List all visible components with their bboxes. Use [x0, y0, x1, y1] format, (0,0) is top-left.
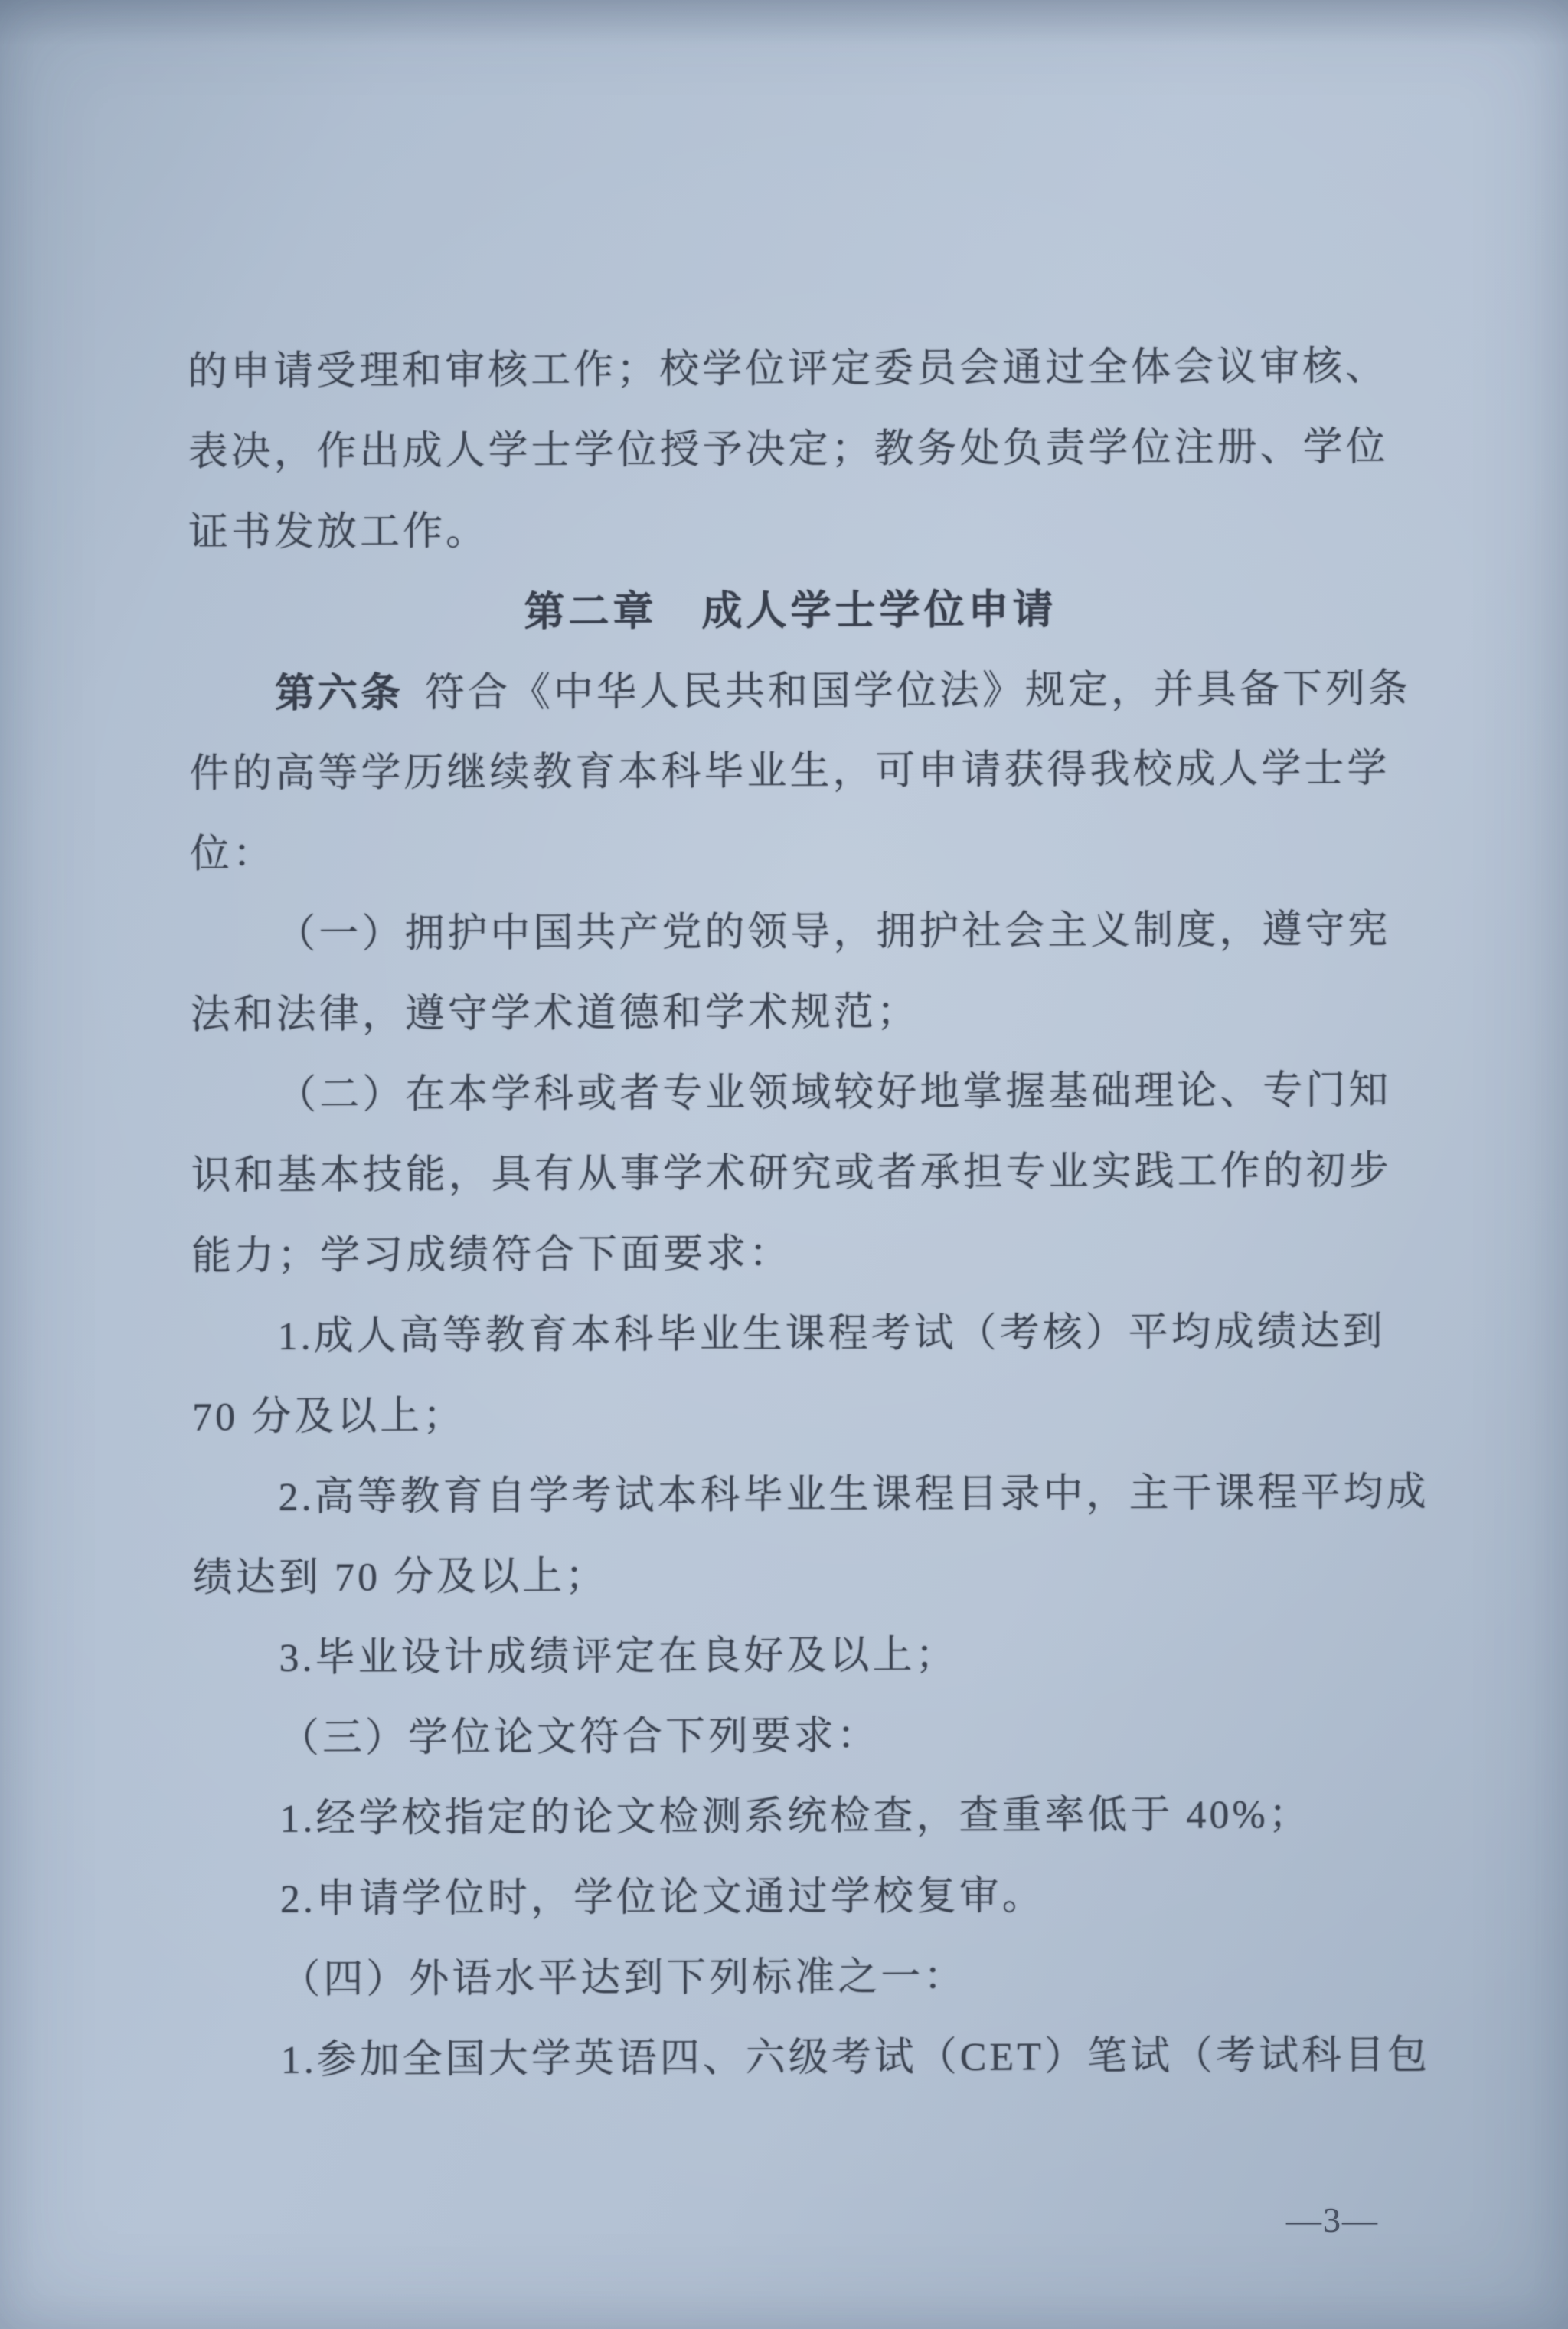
condition-2-line-2: 识和基本技能，具有从事学术研究或者承担专业实践工作的初步: [191, 1149, 1392, 1199]
condition-3-item-2-line-1: 2.申请学位时，学位论文通过学校复审。: [279, 1874, 1045, 1922]
condition-3-item-1-line-1: 1.经学校指定的论文检测系统检查，查重率低于 40%；: [279, 1793, 1312, 1841]
condition-2-line-3: 能力；学习成绩符合下面要求：: [191, 1232, 792, 1279]
condition-2-item-1-line-1: 1.成人高等教育本科毕业生课程考试（考核）平均成绩达到: [277, 1310, 1386, 1359]
condition-2-line-1: （二）在本学科或者专业领域较好地掌握基础理论、专门知: [276, 1068, 1392, 1117]
article-6-label: 第六条: [274, 670, 404, 717]
condition-2-item-2-line-1: 2.高等教育自学考试本科毕业生课程目录中，主干课程平均成: [278, 1470, 1429, 1519]
condition-2-item-3-line-1: 3.毕业设计成绩评定在良好及以上；: [279, 1634, 959, 1680]
condition-2-item-2-line-2: 绩达到 70 分及以上；: [192, 1555, 609, 1601]
committee-paragraph-line-2: 表决，作出成人学士学位授予决定；教务处负责学位注册、学位: [188, 425, 1389, 475]
condition-1-line-2: 法和法律，遵守学术道德和学术规范；: [190, 990, 920, 1038]
article-6-line-2: 件的高等学历继续教育本科毕业生，可申请获得我校成人学士学: [189, 747, 1390, 797]
condition-1-line-1: （一）拥护中国共产党的领导，拥护社会主义制度，遵守宪: [276, 908, 1391, 957]
condition-4-item-1-line-1: 1.参加全国大学英语四、六级考试（CET）笔试（考试科目包: [280, 2033, 1431, 2082]
chapter-2-heading: 第二章 成人学士学位申请: [524, 586, 1057, 636]
condition-4-line-1: （四）外语水平达到下列标准之一：: [280, 1955, 967, 2002]
committee-paragraph-line-1: 的申请受理和审核工作；校学位评定委员会通过全体会议审核、: [188, 345, 1389, 394]
committee-paragraph-line-3: 证书发放工作。: [188, 509, 489, 555]
article-6-line-3: 位：: [189, 832, 276, 877]
condition-2-item-1-line-2: 70 分及以上；: [191, 1394, 466, 1440]
condition-3-line-1: （三）学位论文符合下列要求：: [279, 1714, 880, 1761]
article-6-line-1-text: 符合《中华人民共和国学位法》规定，并具备下列条: [424, 667, 1412, 716]
page-number: —3—: [1286, 2200, 1379, 2239]
document-text-block: [188, 341, 1431, 2115]
article-6-line-1: [189, 662, 1412, 748]
